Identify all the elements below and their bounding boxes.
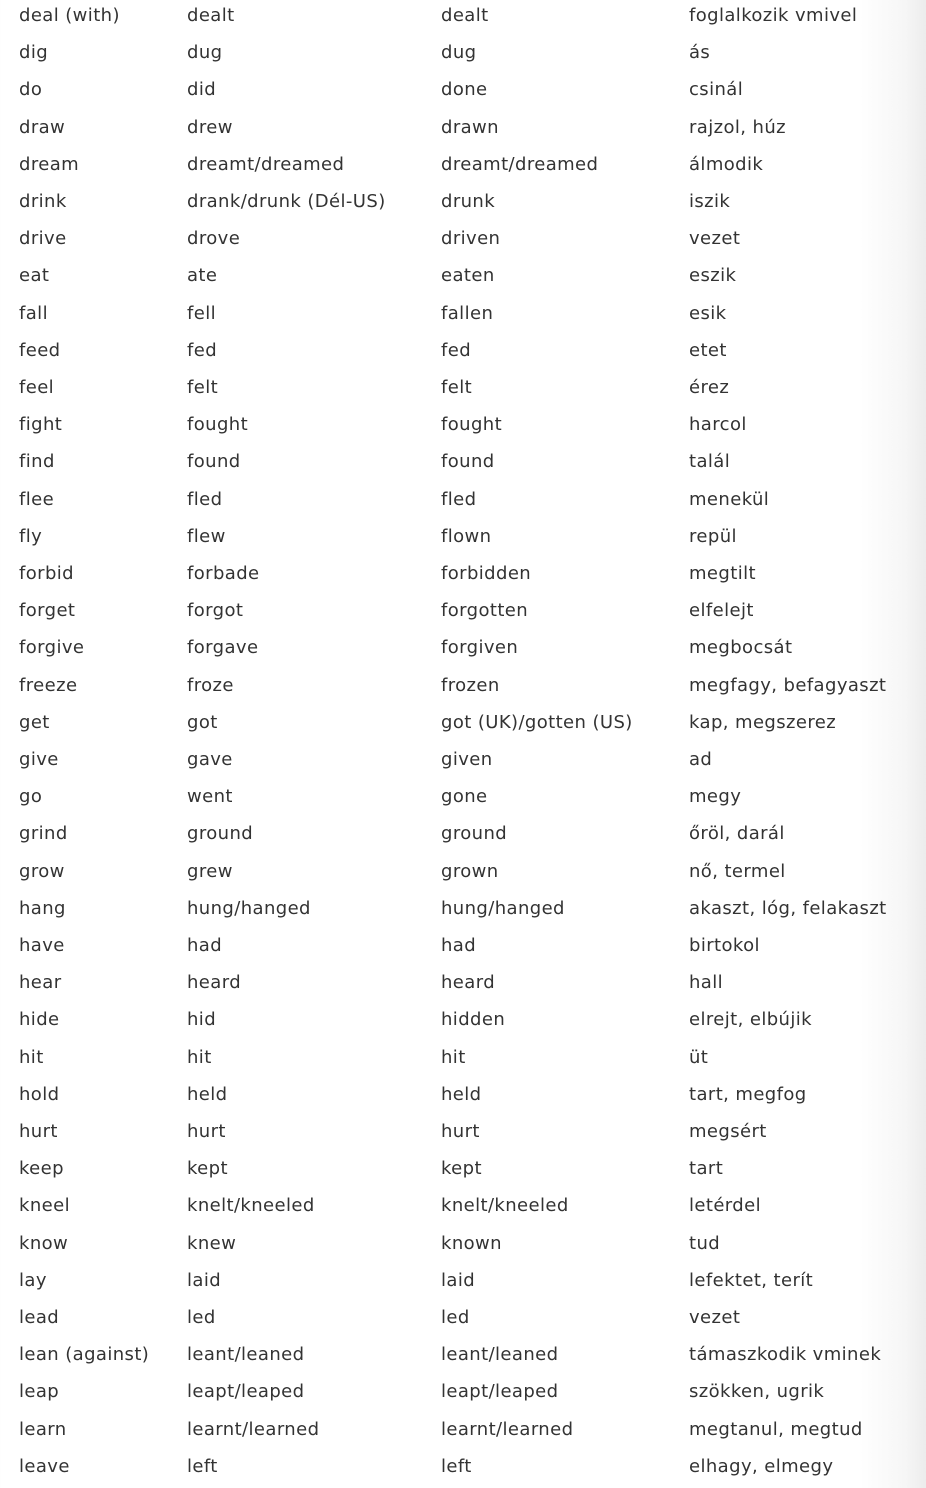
- verb-base-form: hear: [19, 972, 62, 994]
- verb-past-participle: frozen: [441, 674, 500, 696]
- verb-past-participle: fed: [441, 339, 472, 361]
- verb-hungarian-meaning: nő, termel: [689, 860, 786, 882]
- verb-past-simple: went: [187, 786, 233, 808]
- verb-past-simple: forbade: [187, 563, 260, 584]
- table-row: [0, 1079, 926, 1116]
- verb-hungarian-meaning: megy: [689, 786, 742, 808]
- verb-base-form: fly: [19, 525, 43, 547]
- table-row: [0, 298, 926, 335]
- verb-hungarian-meaning: lefektet, terít: [689, 1269, 814, 1291]
- verb-base-form: hurt: [19, 1121, 58, 1142]
- table-row: [0, 1228, 926, 1265]
- verb-past-simple: leapt/leaped: [187, 1381, 305, 1403]
- verb-base-form: grow: [19, 860, 65, 882]
- verb-past-simple: leant/leaned: [187, 1344, 305, 1366]
- verb-past-simple: laid: [187, 1269, 222, 1291]
- verb-past-simple: knew: [187, 1232, 237, 1254]
- verb-past-participle: given: [441, 749, 493, 770]
- verb-past-participle: knelt/kneeled: [441, 1195, 569, 1217]
- table-row: [0, 632, 926, 669]
- verb-base-form: leap: [19, 1381, 60, 1403]
- verb-past-participle: drunk: [441, 191, 496, 212]
- verb-base-form: keep: [19, 1158, 64, 1180]
- verb-hungarian-meaning: letérdel: [689, 1195, 761, 1217]
- verb-base-form: know: [19, 1232, 69, 1254]
- verb-past-participle: forgiven: [441, 637, 519, 659]
- verb-past-simple: gave: [187, 749, 233, 770]
- table-row: [0, 1004, 926, 1041]
- verb-base-form: lay: [19, 1269, 47, 1291]
- verb-hungarian-meaning: tart, megfog: [689, 1083, 807, 1105]
- verb-hungarian-meaning: megtilt: [689, 563, 756, 584]
- verb-base-form: forget: [19, 600, 76, 622]
- verb-base-form: forgive: [19, 637, 85, 659]
- verb-past-participle: forgotten: [441, 600, 529, 622]
- verb-past-simple: flew: [187, 525, 226, 547]
- verb-past-simple: fell: [187, 302, 217, 324]
- verb-past-simple: dug: [187, 42, 223, 64]
- verb-base-form: give: [19, 749, 59, 770]
- verb-base-form: learn: [19, 1418, 67, 1440]
- verb-past-simple: grew: [187, 860, 233, 882]
- verb-past-simple: felt: [187, 377, 219, 398]
- table-row: [0, 112, 926, 149]
- table-row: [0, 372, 926, 409]
- verb-past-participle: leapt/leaped: [441, 1381, 559, 1403]
- verb-past-participle: found: [441, 451, 495, 473]
- verb-hungarian-meaning: elfelejt: [689, 600, 754, 622]
- verb-base-form: hide: [19, 1009, 60, 1031]
- verb-past-simple: ate: [187, 265, 218, 287]
- verb-base-form: drink: [19, 191, 67, 212]
- verb-hungarian-meaning: megbocsát: [689, 637, 793, 659]
- verb-base-form: forbid: [19, 563, 75, 584]
- verb-hungarian-meaning: szökken, ugrik: [689, 1381, 825, 1403]
- verb-hungarian-meaning: érez: [689, 377, 730, 398]
- verb-past-simple: froze: [187, 674, 234, 696]
- verb-past-participle: laid: [441, 1269, 476, 1291]
- table-row: [0, 335, 926, 372]
- verb-base-form: freeze: [19, 674, 78, 696]
- table-row: [0, 37, 926, 74]
- verb-hungarian-meaning: harcol: [689, 414, 747, 436]
- table-row: [0, 1451, 926, 1488]
- table-row: [0, 1153, 926, 1190]
- verb-hungarian-meaning: ás: [689, 42, 711, 64]
- table-row: [0, 0, 926, 37]
- verb-past-simple: hit: [187, 1046, 212, 1068]
- verb-past-participle: hung/hanged: [441, 897, 565, 919]
- table-row: [0, 744, 926, 781]
- verb-hungarian-meaning: őröl, darál: [689, 823, 785, 845]
- verb-base-form: lean (against): [19, 1344, 150, 1366]
- table-row: [0, 558, 926, 595]
- verb-past-simple: fought: [187, 414, 249, 436]
- verb-base-form: grind: [19, 823, 68, 845]
- verb-past-simple: held: [187, 1083, 228, 1105]
- table-row: [0, 521, 926, 558]
- verb-hungarian-meaning: megtanul, megtud: [689, 1418, 863, 1440]
- verb-past-simple: hurt: [187, 1121, 226, 1142]
- verb-hungarian-meaning: talál: [689, 451, 731, 473]
- verb-hungarian-meaning: álmodik: [689, 153, 764, 175]
- table-row: [0, 1265, 926, 1302]
- verb-hungarian-meaning: vezet: [689, 228, 741, 250]
- verb-base-form: fall: [19, 302, 48, 324]
- verb-past-participle: gone: [441, 786, 488, 808]
- verb-base-form: drive: [19, 228, 67, 250]
- table-row: [0, 1414, 926, 1451]
- verb-hungarian-meaning: megfagy, befagyaszt: [689, 674, 887, 696]
- verb-hungarian-meaning: ad: [689, 749, 713, 770]
- table-row: [0, 260, 926, 297]
- verb-past-participle: drawn: [441, 116, 499, 138]
- table-row: [0, 149, 926, 186]
- verb-hungarian-meaning: vezet: [689, 1307, 741, 1328]
- verb-hungarian-meaning: csinál: [689, 79, 744, 101]
- table-row: [0, 1339, 926, 1376]
- verb-past-participle: fought: [441, 414, 503, 436]
- verb-past-participle: got (UK)/gotten (US): [441, 711, 633, 733]
- table-row: [0, 595, 926, 632]
- verb-base-form: go: [19, 786, 43, 808]
- verb-base-form: do: [19, 79, 43, 101]
- table-row: [0, 1376, 926, 1413]
- verb-base-form: have: [19, 935, 65, 956]
- verb-past-participle: felt: [441, 377, 473, 398]
- verb-past-participle: driven: [441, 228, 501, 250]
- table-row: [0, 967, 926, 1004]
- verb-base-form: feel: [19, 377, 55, 398]
- verb-base-form: dream: [19, 153, 80, 175]
- verb-past-participle: fallen: [441, 302, 494, 324]
- verb-hungarian-meaning: tud: [689, 1232, 721, 1254]
- verb-past-participle: hit: [441, 1046, 466, 1068]
- table-row: [0, 409, 926, 446]
- verb-past-participle: dreamt/dreamed: [441, 153, 599, 175]
- table-row: [0, 670, 926, 707]
- verb-hungarian-meaning: tart: [689, 1158, 724, 1180]
- verb-past-participle: done: [441, 79, 488, 101]
- verb-base-form: flee: [19, 488, 55, 510]
- table-row: [0, 1116, 926, 1153]
- verb-past-participle: eaten: [441, 265, 495, 287]
- verb-past-simple: dealt: [187, 5, 235, 26]
- verb-past-participle: hidden: [441, 1009, 506, 1031]
- verb-base-form: hang: [19, 897, 66, 919]
- verb-past-participle: kept: [441, 1158, 482, 1180]
- table-row: [0, 818, 926, 855]
- verb-base-form: draw: [19, 116, 66, 138]
- verb-hungarian-meaning: rajzol, húz: [689, 116, 787, 138]
- verb-past-simple: led: [187, 1307, 216, 1328]
- verb-past-simple: hid: [187, 1009, 217, 1031]
- verb-base-form: get: [19, 711, 50, 733]
- verb-hungarian-meaning: repül: [689, 525, 737, 547]
- verb-base-form: deal (with): [19, 5, 120, 26]
- table-row: [0, 446, 926, 483]
- verb-past-participle: left: [441, 1455, 472, 1477]
- verb-past-participle: led: [441, 1307, 470, 1328]
- verb-past-participle: dug: [441, 42, 477, 64]
- verb-past-simple: knelt/kneeled: [187, 1195, 315, 1217]
- verb-past-simple: fed: [187, 339, 218, 361]
- verb-past-simple: hung/hanged: [187, 897, 311, 919]
- verb-past-simple: fled: [187, 488, 223, 510]
- verb-base-form: fight: [19, 414, 63, 436]
- verb-past-simple: drew: [187, 116, 233, 138]
- verb-past-simple: found: [187, 451, 241, 473]
- verb-hungarian-meaning: iszik: [689, 191, 731, 212]
- table-row: [0, 1190, 926, 1227]
- table-row: [0, 930, 926, 967]
- table-row: [0, 707, 926, 744]
- verb-hungarian-meaning: foglalkozik vmivel: [689, 5, 858, 26]
- verb-base-form: lead: [19, 1307, 60, 1328]
- table-row: [0, 484, 926, 521]
- verb-past-participle: forbidden: [441, 563, 532, 584]
- verb-past-simple: drank/drunk (Dél-US): [187, 191, 386, 212]
- verb-base-form: hold: [19, 1083, 60, 1105]
- table-row: [0, 1042, 926, 1079]
- table-row: [0, 223, 926, 260]
- table-row: [0, 186, 926, 223]
- verb-past-participle: grown: [441, 860, 499, 882]
- table-row: [0, 781, 926, 818]
- verb-past-simple: had: [187, 935, 223, 956]
- verb-past-simple: ground: [187, 823, 254, 845]
- verb-hungarian-meaning: menekül: [689, 488, 770, 510]
- verb-base-form: hit: [19, 1046, 44, 1068]
- verb-base-form: dig: [19, 42, 49, 64]
- verb-past-simple: heard: [187, 972, 242, 994]
- verb-past-participle: known: [441, 1232, 502, 1254]
- verb-hungarian-meaning: elhagy, elmegy: [689, 1455, 834, 1477]
- verb-past-simple: did: [187, 79, 217, 101]
- table-row: [0, 856, 926, 893]
- verb-hungarian-meaning: üt: [689, 1046, 709, 1068]
- verb-past-participle: had: [441, 935, 477, 956]
- verb-hungarian-meaning: etet: [689, 339, 727, 361]
- verb-hungarian-meaning: eszik: [689, 265, 737, 287]
- table-row: [0, 893, 926, 930]
- table-row: [0, 74, 926, 111]
- verb-past-participle: fled: [441, 488, 477, 510]
- verb-hungarian-meaning: esik: [689, 302, 727, 324]
- verb-past-participle: ground: [441, 823, 508, 845]
- verb-base-form: kneel: [19, 1195, 70, 1217]
- verb-base-form: leave: [19, 1455, 70, 1477]
- verb-past-participle: learnt/learned: [441, 1418, 574, 1440]
- verb-past-participle: held: [441, 1083, 482, 1105]
- verb-past-simple: forgave: [187, 637, 259, 659]
- verb-hungarian-meaning: hall: [689, 972, 724, 994]
- verb-past-simple: learnt/learned: [187, 1418, 320, 1440]
- verb-base-form: feed: [19, 339, 61, 361]
- verb-base-form: find: [19, 451, 55, 473]
- verb-hungarian-meaning: kap, megszerez: [689, 711, 837, 733]
- verb-past-participle: dealt: [441, 5, 489, 26]
- verb-past-participle: flown: [441, 525, 492, 547]
- verb-past-simple: kept: [187, 1158, 228, 1180]
- verb-past-simple: got: [187, 711, 218, 733]
- verb-past-participle: leant/leaned: [441, 1344, 559, 1366]
- verb-hungarian-meaning: támaszkodik vminek: [689, 1344, 882, 1366]
- verb-base-form: eat: [19, 265, 50, 287]
- verb-past-participle: heard: [441, 972, 496, 994]
- verb-hungarian-meaning: megsért: [689, 1121, 767, 1142]
- verb-past-participle: hurt: [441, 1121, 480, 1142]
- verb-past-simple: dreamt/dreamed: [187, 153, 345, 175]
- verb-hungarian-meaning: akaszt, lóg, felakaszt: [689, 897, 887, 919]
- verb-hungarian-meaning: birtokol: [689, 935, 760, 956]
- table-row: [0, 1302, 926, 1339]
- verb-past-simple: forgot: [187, 600, 244, 622]
- verb-hungarian-meaning: elrejt, elbújik: [689, 1009, 812, 1031]
- verb-past-simple: drove: [187, 228, 241, 250]
- verb-past-simple: left: [187, 1455, 218, 1477]
